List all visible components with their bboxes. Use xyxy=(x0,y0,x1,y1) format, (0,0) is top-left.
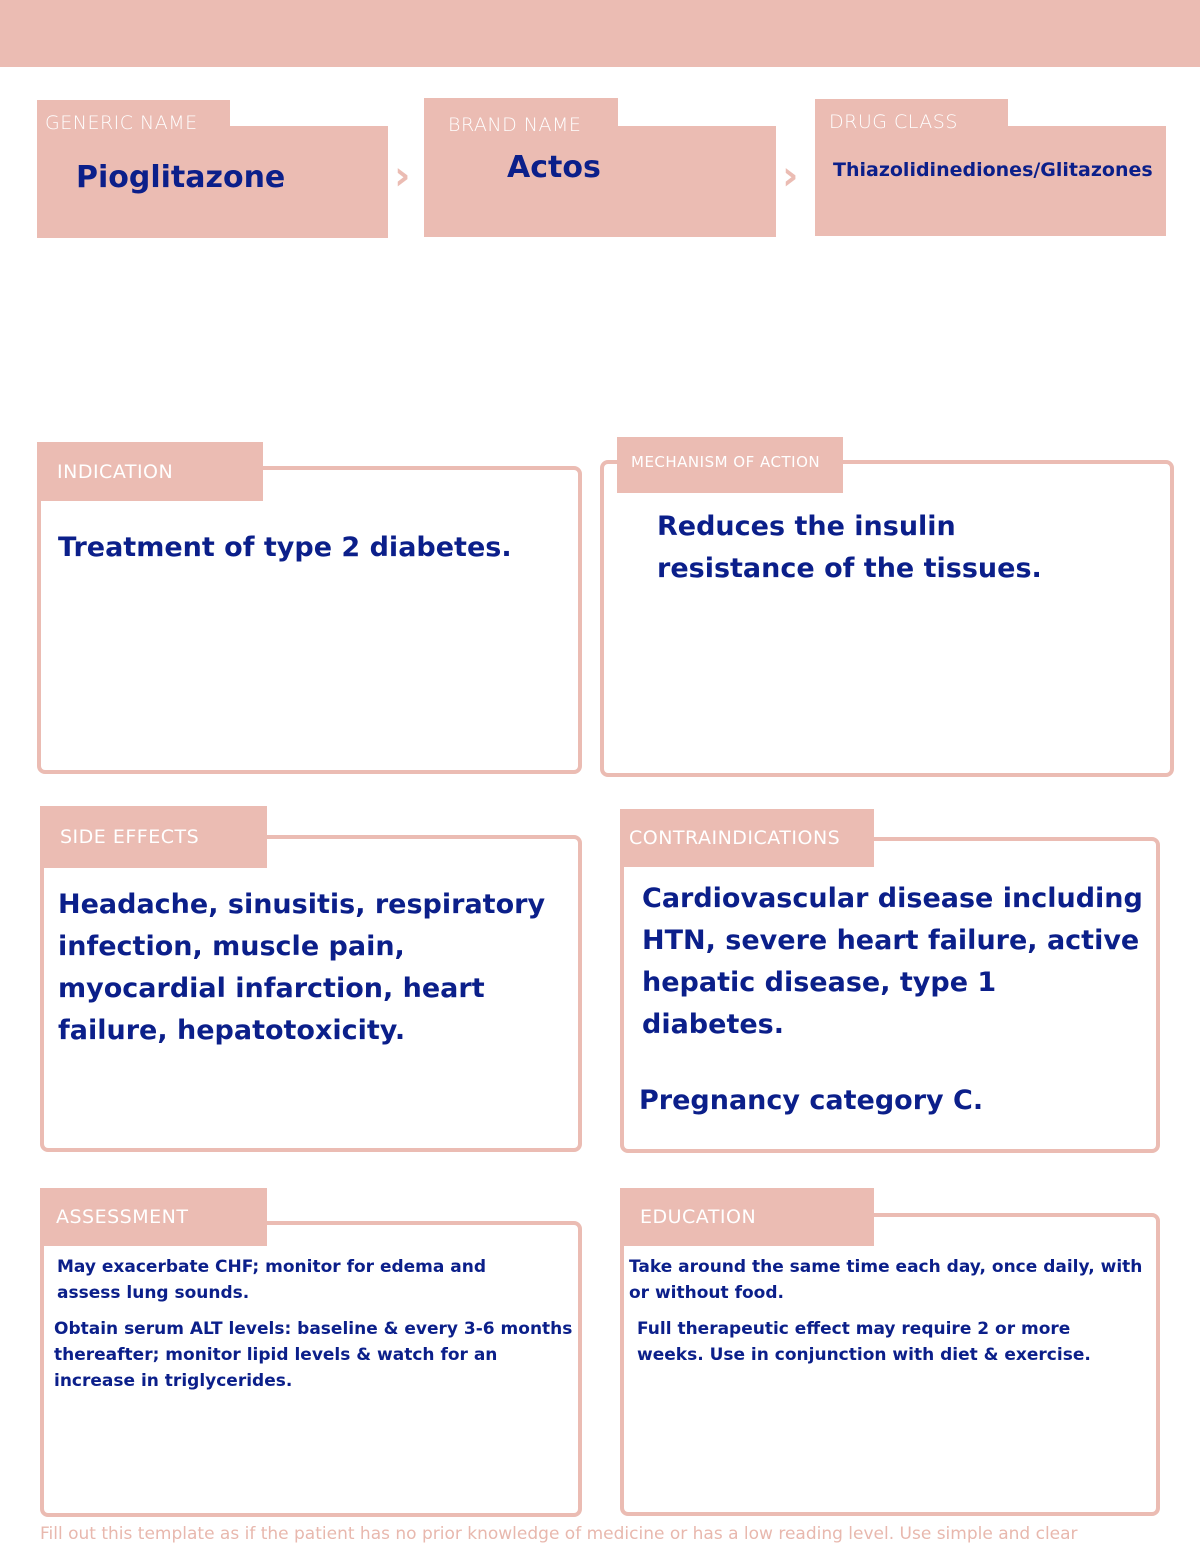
education-item: Full therapeutic effect may require 2 or more weeks. Use in conjunction with diet & exercise. xyxy=(637,1319,1091,1365)
side-effects-label: SIDE EFFECTS xyxy=(40,806,267,868)
chevron-right-icon: › xyxy=(782,153,799,199)
contraindications-text xyxy=(639,878,1147,1122)
mechanism-label: MECHANISM OF ACTION xyxy=(617,437,843,493)
chevron-right-icon: › xyxy=(394,153,411,199)
side-effects-text: Headache, sinusitis, respiratory infection, muscle pain, myocardial infarction, heart failure, hepatotoxicity. xyxy=(58,889,546,1046)
education-label: EDUCATION xyxy=(620,1188,874,1246)
pregnancy-category: Pregnancy category C. xyxy=(639,1085,984,1116)
drug-class-value: Thiazolidinediones/Glitazones xyxy=(833,159,1153,181)
education-text xyxy=(629,1254,1149,1368)
mechanism-text: Reduces the insulin resistance of the tissues. xyxy=(657,511,1042,584)
drug-class-box xyxy=(815,126,1166,236)
footer-instructions: Fill out this template as if the patient has no prior knowledge of medicine or has a low reading level. Use simple and clear xyxy=(40,1524,1078,1544)
brand-name-value: Actos xyxy=(507,150,601,185)
indication-text: Treatment of type 2 diabetes. xyxy=(58,532,512,563)
brand-name-label: BRAND NAME xyxy=(424,98,618,138)
assessment-item: May exacerbate CHF; monitor for edema and assess lung sounds. xyxy=(57,1257,487,1303)
indication-label: INDICATION xyxy=(37,442,263,501)
generic-name-value: Pioglitazone xyxy=(76,160,286,195)
education-item: Take around the same time each day, once daily, with or without food. xyxy=(629,1257,1143,1303)
generic-name-label: GENERIC NAME xyxy=(37,100,230,140)
drug-class-label: DRUG CLASS xyxy=(815,99,1008,139)
contraindications-list: Cardiovascular disease including HTN, severe heart failure, active hepatic disease, type 1 diabetes. xyxy=(642,883,1143,1040)
assessment-label: ASSESSMENT xyxy=(40,1188,267,1246)
assessment-text xyxy=(54,1254,574,1394)
contraindications-label: CONTRAINDICATIONS xyxy=(620,809,874,867)
assessment-item: Obtain serum ALT levels: baseline & every 3-6 months thereafter; monitor lipid levels & watch for an increase in triglycerides. xyxy=(54,1319,573,1391)
indication-card xyxy=(37,466,582,774)
top-banner xyxy=(0,0,1200,67)
